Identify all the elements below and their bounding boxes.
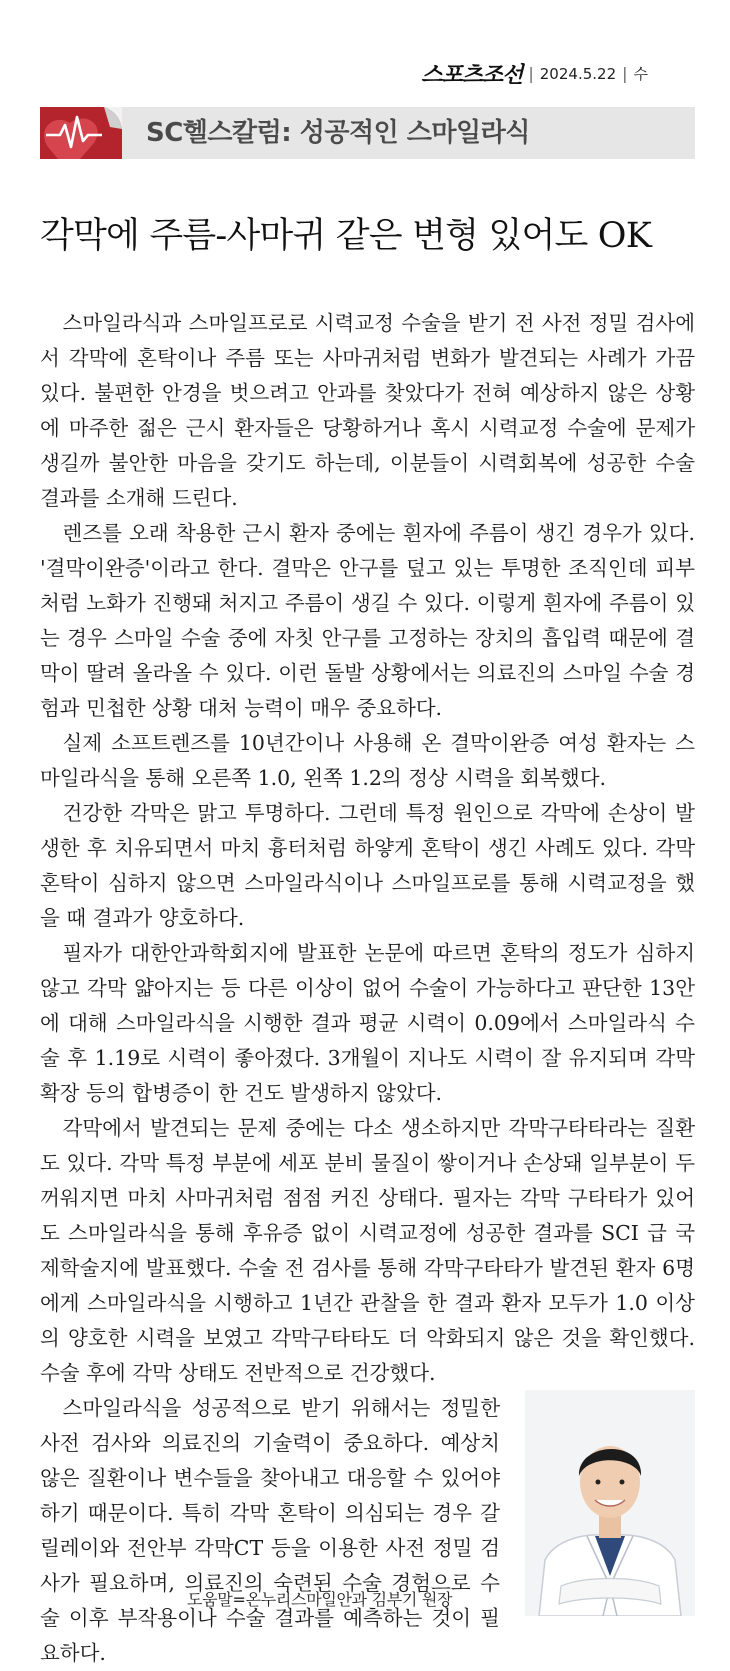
masthead bbox=[421, 58, 648, 89]
body-paragraph: 스마일라식과 스마일프로로 시력교정 수술을 받기 전 사전 정밀 검사에서 각막에 혼탁이나 주름 또는 사마귀처럼 변화가 발견되는 사례가 가끔 있다. 불편한 안경을 벗으려고 안과를 찾았다가 전혀 예상하지 않은 상황에 마주한 젊은 근시 환자들은 당황하거나 혹시 시력교정 수술에 문제가 생길까 불안한 마음을 갖기도 하는데, 이분들이 시력회복에 성공한 수술 결과를 소개해 드린다. bbox=[40, 311, 695, 510]
newspaper-logo: 스포츠조선 bbox=[421, 63, 523, 88]
column-title: SC헬스칼럼: 성공적인 스마일라식 bbox=[146, 118, 530, 148]
article-credit: 도움말=온누리스마일안과 김부기 원장 bbox=[187, 1590, 453, 1609]
heart-pulse-icon bbox=[40, 107, 122, 159]
body-paragraph: 건강한 각막은 맑고 투명하다. 그런데 특정 원인으로 각막에 손상이 발생한 후 치유되면서 마치 흉터처럼 하얗게 혼탁이 생긴 사례도 있다. 각막혼탁이 심하지 않으면 스마일라식이나 스마일프로를 통해 시력교정을 했을 때 결과가 양호하다. bbox=[40, 801, 695, 930]
body-paragraph: 실제 소프트렌즈를 10년간이나 사용해 온 결막이완증 여성 환자는 스마일라식을 통해 오른쪽 1.0, 왼쪽 1.2의 정상 시력을 회복했다. bbox=[40, 731, 695, 790]
body-paragraph-last: 스마일라식을 성공적으로 받기 위해서는 정밀한 사전 검사와 의료진의 기술력이 중요하다. 예상치 않은 질환이나 변수들을 찾아내고 대응할 수 있어야 하기 때문이다. 특히 각막 혼탁이 의심되는 경우 갈릴레이와 전안부 각막CT 등을 이용한 사전 정밀 검사가 필요하며, 의료진의 숙련된 수술 경험으로 수술 이후 부작용이나 수술 결과를 예측하는 것이 필요하다. bbox=[40, 1396, 500, 1665]
body-paragraph: 필자가 대한안과학회지에 발표한 논문에 따르면 혼탁의 정도가 심하지 않고 각막 얇아지는 등 다른 이상이 없어 수술이 가능하다고 판단한 13안에 대해 스마일라식을 시행한 결과 평균 시력이 0.09에서 스마일라식 수술 후 1.19로 시력이 좋아졌다. 3개월이 지나도 시력이 잘 유지되며 각막확장 등의 합병증이 한 건도 발생하지 않았다. bbox=[40, 941, 695, 1105]
body-paragraph: 각막에서 발견되는 문제 중에는 다소 생소하지만 각막구타타라는 질환도 있다. 각막 특정 부분에 세포 분비 물질이 쌓이거나 손상돼 일부분이 두꺼워지면 마치 사마귀처럼 점점 커진 상태다. 필자는 각막 구타타가 있어도 스마일라식을 통해 후유증 없이 시력교정에 성공한 결과를 SCI 급 국제학술지에 발표했다. 수술 전 검사를 통해 각막구타타가 발견된 환자 6명에게 스마일라식을 시행하고 1년간 관찰을 한 결과 환자 모두가 1.0 이상의 양호한 시력을 보였고 각막구타타도 더 악화되지 않은 것을 확인했다. 수술 후에 각막 상태도 전반적으로 건강했다. bbox=[40, 1116, 695, 1385]
publication-date: 2024.5.22 bbox=[539, 64, 617, 83]
article-headline: 각막에 주름-사마귀 같은 변형 있어도 OK bbox=[40, 216, 652, 256]
publication-weekday: 수 bbox=[633, 65, 648, 83]
doctor-portrait-photo bbox=[525, 1390, 695, 1616]
body-paragraph: 렌즈를 오래 착용한 근시 환자 중에는 흰자에 주름이 생긴 경우가 있다. '결막이완증'이라고 한다. 결막은 안구를 덮고 있는 투명한 조직인데 피부처럼 노화가 진행돼 처지고 주름이 생길 수 있다. 이렇게 흰자에 주름이 있는 경우 스마일 수술 중에 자칫 안구를 고정하는 장치의 흡입력 때문에 결막이 딸려 올라올 수 있다. 이런 돌발 상황에서는 의료진의 스마일 수술 경험과 민첩한 상황 대처 능력이 매우 중요하다. bbox=[40, 521, 695, 720]
masthead-divider: | bbox=[528, 64, 534, 83]
masthead-divider: | bbox=[622, 64, 628, 83]
